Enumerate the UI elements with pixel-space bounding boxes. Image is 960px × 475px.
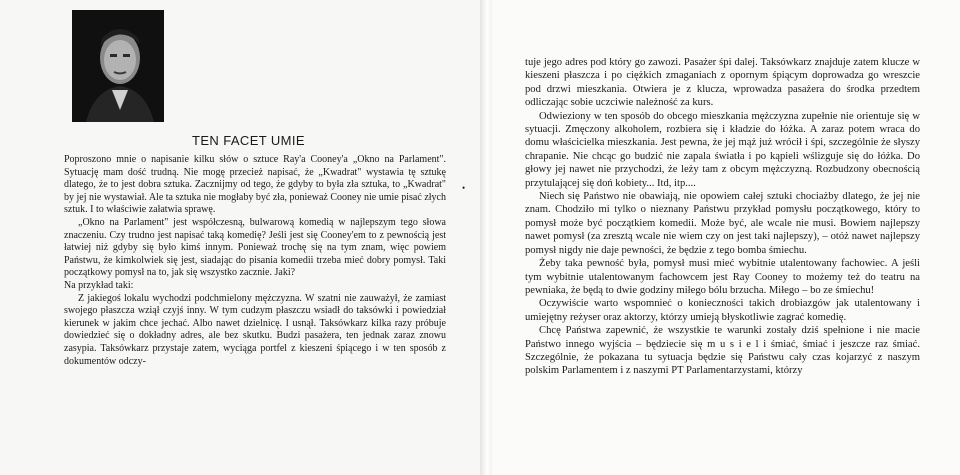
paragraph: Odwieziony w ten sposób do obcego mieszkania mężczyzna zupełnie nie orientuje się w sytuacji. Zmęczony alkoholem, rozbiera się i kładzie do łóżka. A zaraz potem wraca do domu właścicielka mieszkania. Jest pewna, że jej mąż już wrócił i śpi, szczególnie że słyszy chrapanie. Nie chcąc go budzić nie zapala światła i po kąpieli wślizguje się do łóżka. Do głowy jej nawet nie przychodzi, że leży tam z obcym mężczyzną. Rozbudzony obecnością przytulającej się doń kobiety... Itd, itp.... xyxy=(525,110,920,189)
paragraph: Oczywiście warto wspomnieć o konieczności takich drobiazgów jak utalentowany i umiejętny reżyser oraz aktorzy, którzy umieją błyskotliwie zagrać komedię. xyxy=(525,298,920,323)
paragraph: Poproszono mnie o napisanie kilku słów o sztuce Ray'a Cooney'a „Okno na Parlament". Sytuację mam dość trudną. Nie mogę przecież napisać, że „Kwadrat" wystawia tę sztukę dlatego, że to jest dobra sztuka. Zacznijmy od tego, że gdyby to była zła sztuka, to „Kwadrat" by jej nie wystawiał. Ale ta sztuka nie mogłaby być zła, ponieważ Cooney nie umie pisać złych sztuk. I to właściwie załatwia sprawę. xyxy=(64,154,446,216)
right-page-text xyxy=(525,56,920,378)
paragraph: Żeby taka pewność była, pomysł musi mieć wybitnie utalentowany fachowiec. A jeśli tym wybitnie utalentowanym fachowcem jest Ray Cooney to możemy też do teatru na pewniaka, że będą to dwie godziny miłego bólu brzucha. Miłego – bo ze śmiechu! xyxy=(525,258,920,296)
book-gutter xyxy=(480,0,492,475)
paragraph: Niech się Państwo nie obawiają, nie opowiem całej sztuki chociażby dlatego, że jej nie znam. Chodziło mi tylko o nieznany Państwu przykład pomysłu początkowego, który to pomysł może być początkiem komedii. Może być, ale wcale nie musi. Bowiem najlepszy nawet pomysł (za zresztą wcale nie wiem czy on jest taki najlepszy), – otóż nawet najlepszy pomysł nigdy nie daje pewności, że będzie z tego bomba śmiechu. xyxy=(525,191,920,256)
paragraph: „Okno na Parlament" jest współczesną, bulwarową komedią w najlepszym tego słowa znaczeniu. Czy trudno jest napisać taką komedię? Jeśli jest się Cooney'em to z pewnością jest łatwiej niż gdyby się było kimś innym. Ponieważ trochę się na tym znam, więc powiem Państwu, że kimkolwiek się jest, siadając do pisania komedii trzeba mieć dobry pomysł. Taki początkowy pomysł na to, jak się wszystko zacznie. Jaki? xyxy=(64,216,446,279)
author-photo xyxy=(72,10,164,122)
left-page-text xyxy=(64,154,446,368)
author-portrait-image xyxy=(72,10,164,122)
article-title: TEN FACET UMIE xyxy=(192,133,305,148)
paragraph: Z jakiegoś lokalu wychodzi podchmielony mężczyzna. W szatni nie zauważył, że zamiast swojego płaszcza wziął czyjś inny. W tym cudzym płaszczu wsiadł do taksówki i powiedział kierunek w jakim chce jechać. Albo nawet dzielnicę. I usnął. Taksówkarz kilka razy próbuje dowiedzieć się o dokładny adres, ale bez skutku. Budzi pasażera, ten jednak zaraz znowu zasypia. Taksówkarz przystaje zatem, wyciąga portfel z kieszeni śpiącego i w ten sposób z dokumentów odczy- xyxy=(64,292,446,367)
stray-mark: • xyxy=(462,183,466,193)
paragraph: Chcę Państwa zapewnić, że wszystkie te warunki zostały dziś spełnione i nie macie Państwo innego wyjścia – będziecie się m u s i e l i śmiać, śmiać i jeszcze raz śmiać. Szczególnie, że pokazana tu sytuacja będzie się Państwu cały czas kojarzyć z naszym polskim Parlamentem i z naszymi PT Parlamentarzystami, którzy xyxy=(525,325,920,377)
paragraph: Na przykład taki: xyxy=(64,279,134,291)
paragraph: tuje jego adres pod który go zawozi. Pasażer śpi dalej. Taksówkarz znajduje zatem klucze w kieszeni płaszcza i po ciężkich zmaganiach z opornym śpiącym doprowadza go wreszcie pod drzwi mieszkania. Otwiera je z klucza, wprowadza pasażera do środka przedtem odliczając sobie uczciwie należność za kurs. xyxy=(525,57,920,109)
